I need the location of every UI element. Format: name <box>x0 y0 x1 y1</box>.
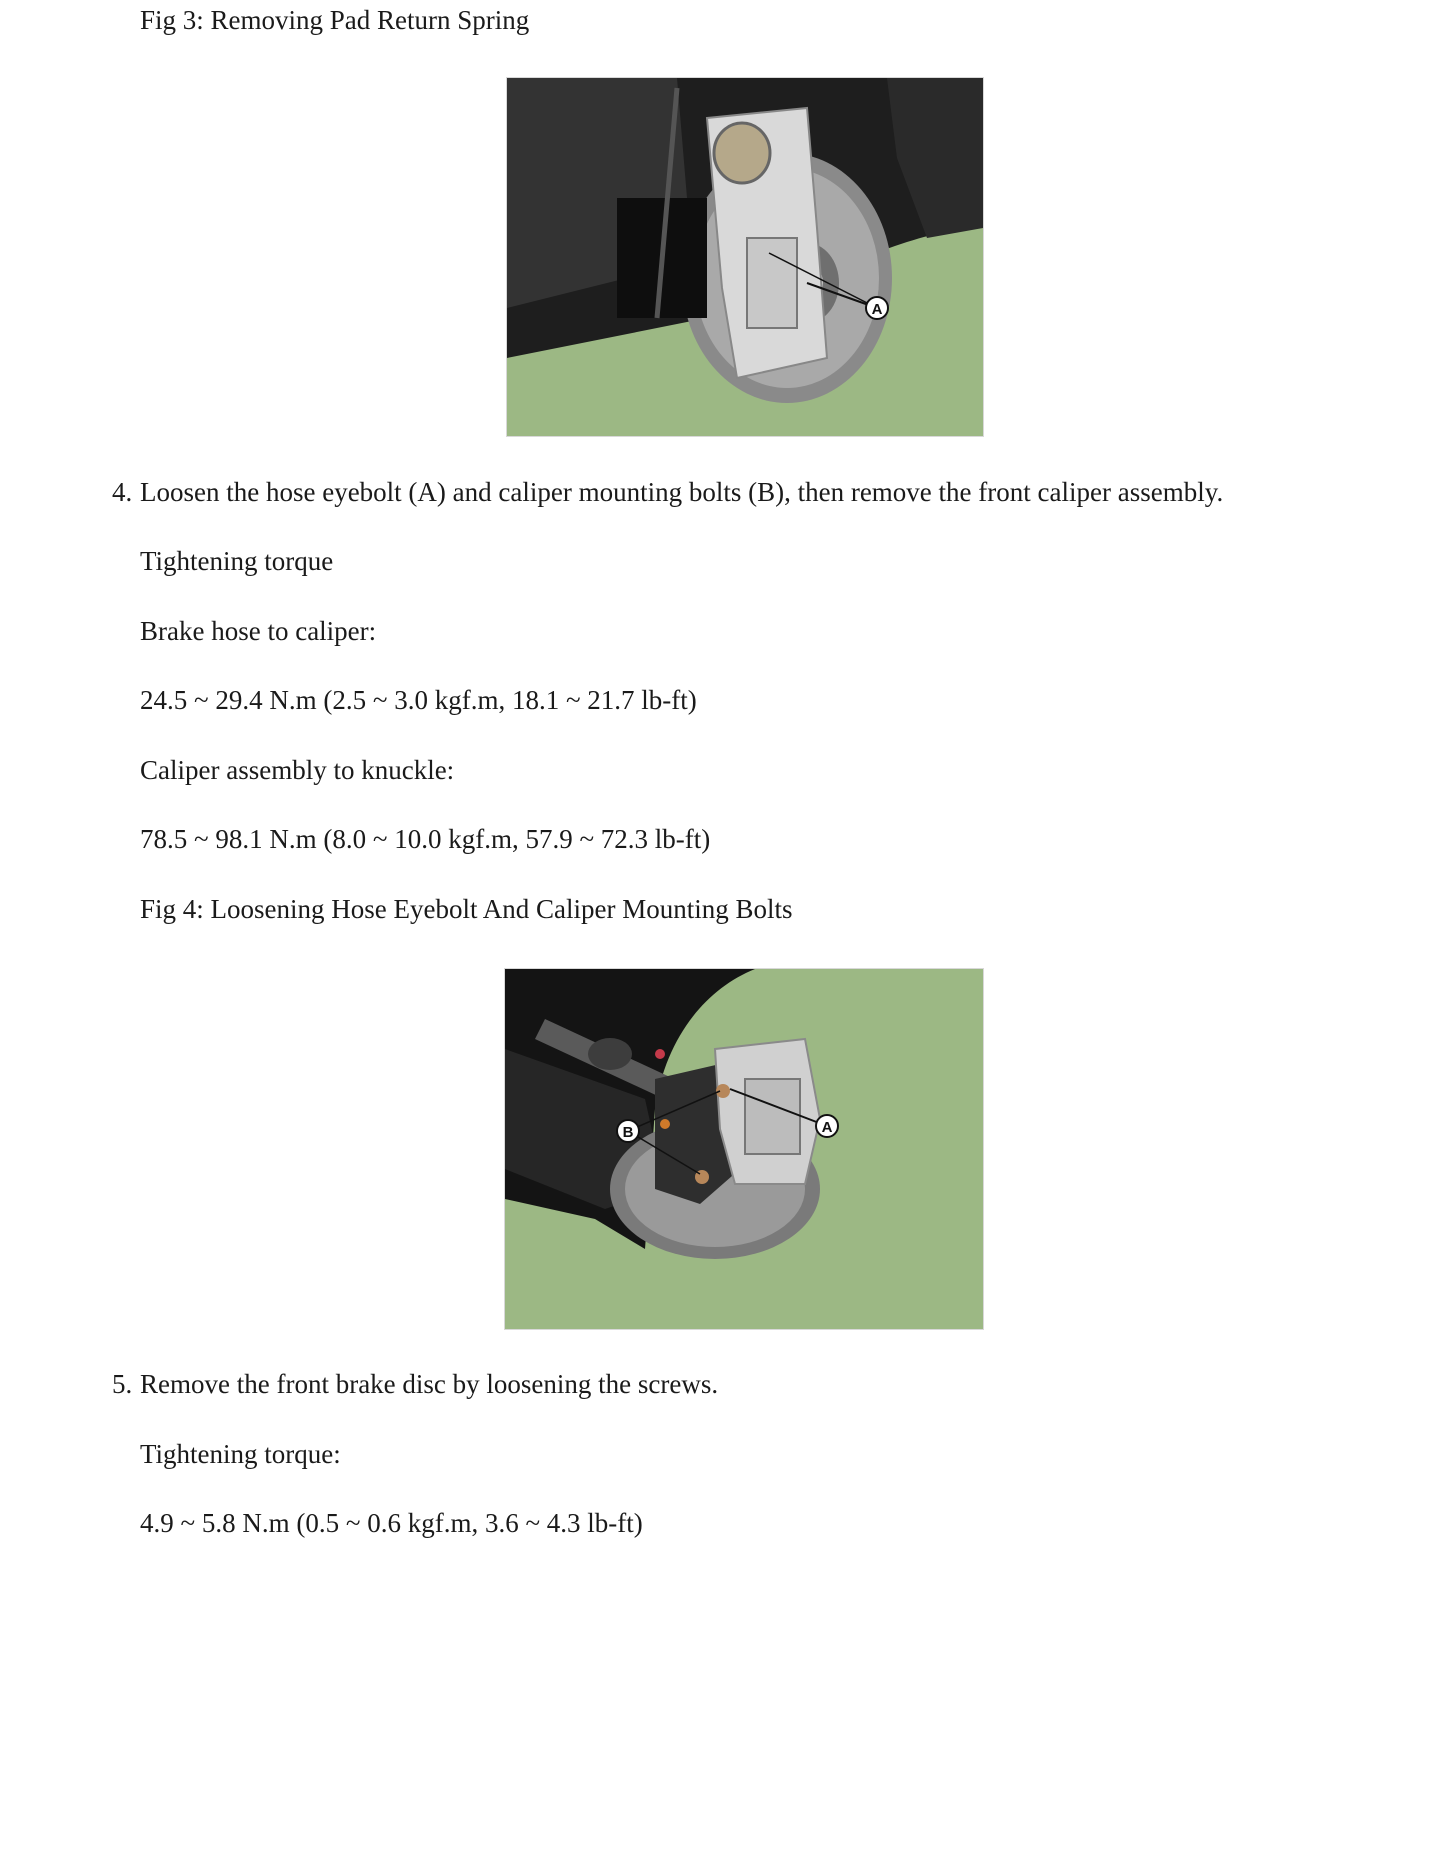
step4-torque-heading: Tightening torque <box>140 546 334 576</box>
fig4-image <box>504 968 984 1330</box>
step4-item1-value: 24.5 ~ 29.4 N.m (2.5 ~ 3.0 kgf.m, 18.1 ~ 21.7 lb-ft) <box>140 685 697 715</box>
fig4-caption: Fig 4: Loosening Hose Eyebolt And Caliper Mounting Bolts <box>140 894 793 924</box>
fig4-callout-b: B <box>622 1124 634 1141</box>
step5-number: 5. <box>112 1369 133 1399</box>
hose-eyebolt-caliper-illustration <box>505 969 983 1329</box>
fig3-image <box>506 77 984 437</box>
fig3-caption: Fig 3: Removing Pad Return Spring <box>140 5 530 35</box>
step4-text: Loosen the hose eyebolt (A) and caliper mounting bolts (B), then remove the front caliper assembly. <box>140 477 1224 507</box>
step5-torque-heading: Tightening torque: <box>140 1439 341 1469</box>
caliper-pad-spring-illustration <box>507 78 983 436</box>
fig4-callout-a: A <box>821 1119 833 1136</box>
step4-item2-value: 78.5 ~ 98.1 N.m (8.0 ~ 10.0 kgf.m, 57.9 ~ 72.3 lb-ft) <box>140 824 711 854</box>
step5-torque-value: 4.9 ~ 5.8 N.m (0.5 ~ 0.6 kgf.m, 3.6 ~ 4.3 lb-ft) <box>140 1508 643 1538</box>
step4-item1-label: Brake hose to caliper: <box>140 616 377 646</box>
step4-number: 4. <box>112 477 133 507</box>
fig3-callout-a: A <box>871 301 883 318</box>
step5-text: Remove the front brake disc by loosening the screws. <box>140 1369 719 1399</box>
step4-item2-label: Caliper assembly to knuckle: <box>140 755 455 785</box>
